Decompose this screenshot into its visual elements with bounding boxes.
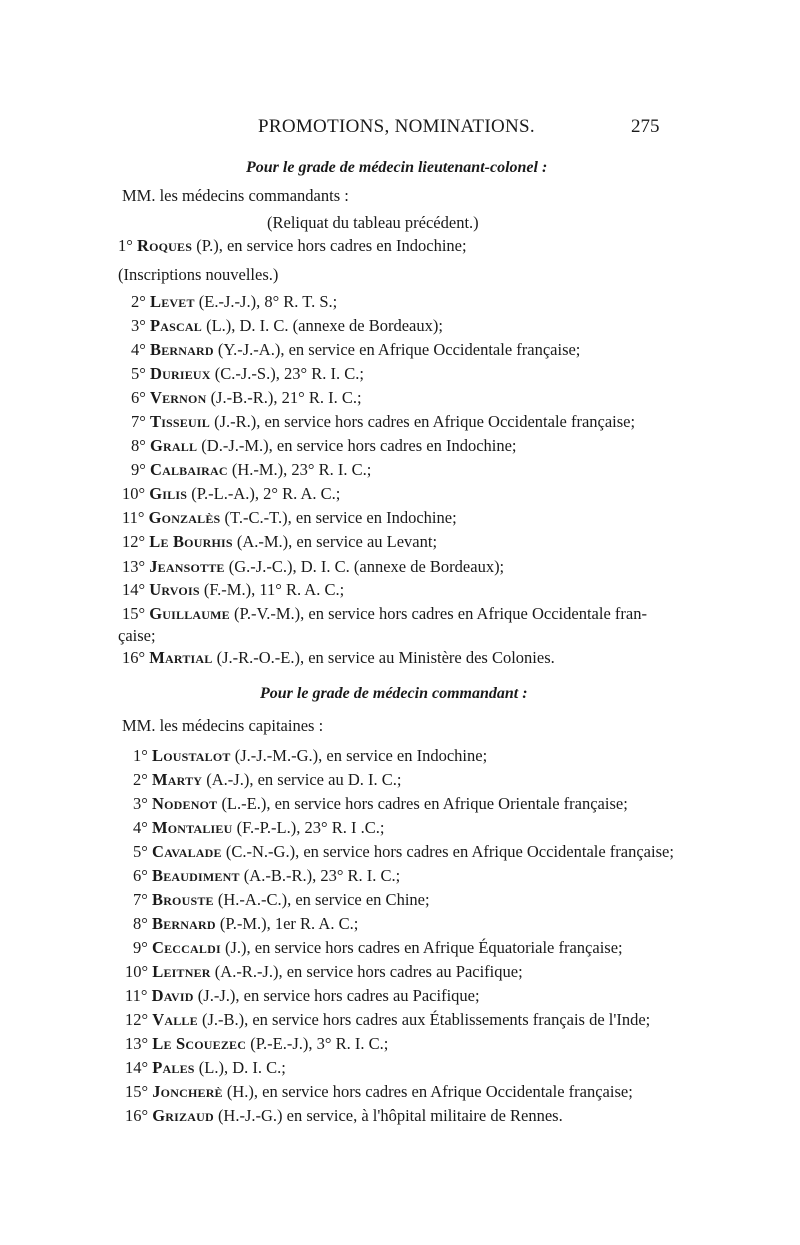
item-details: (L.-E.), en service hors cadres en Afrique Orientale française; bbox=[221, 794, 628, 813]
item-details: (L.), D. I. C.; bbox=[198, 1058, 286, 1077]
section-heading: Pour le grade de médecin lieutenant-colonel : bbox=[246, 159, 548, 176]
item-details: (E.-J.-J.), 8° R. T. S.; bbox=[198, 292, 338, 311]
page-header bbox=[0, 116, 800, 144]
list-item bbox=[133, 866, 400, 886]
item-details: (H.-J.-G.) en service, à l'hôpital militaire de Rennes. bbox=[217, 1106, 563, 1125]
item-number: 10° bbox=[122, 484, 146, 503]
person-name: Gilis bbox=[149, 484, 188, 503]
item-details: (H.-M.), 23° R. I. C.; bbox=[231, 460, 372, 479]
list-item bbox=[131, 460, 371, 480]
item-details: (A.-J.), en service au D. I. C.; bbox=[206, 770, 402, 789]
item-number: 8° bbox=[133, 914, 148, 933]
item-number: 13° bbox=[122, 557, 146, 576]
item-details: (P.), en service hors cadres en Indochine; bbox=[196, 236, 467, 255]
person-name: Tisseuil bbox=[149, 412, 210, 431]
section-note: (Reliquat du tableau précédent.) bbox=[267, 213, 479, 232]
item-details: (J.-J.-M.-G.), en service en Indochine; bbox=[234, 746, 488, 765]
person-name: Loustalot bbox=[151, 746, 231, 765]
list-item bbox=[133, 818, 384, 838]
item-number: 7° bbox=[133, 890, 148, 909]
list-item bbox=[125, 1106, 563, 1126]
list-item bbox=[131, 436, 517, 456]
item-details: (J.-J.), en service hors cadres au Pacifique; bbox=[197, 986, 480, 1005]
list-item bbox=[133, 746, 487, 766]
item-number: 7° bbox=[131, 412, 146, 431]
item-number: 12° bbox=[122, 532, 146, 551]
person-name: Martial bbox=[149, 648, 213, 667]
item-details: (H.-A.-C.), en service en Chine; bbox=[217, 890, 430, 909]
section-intro: MM. les médecins commandants : bbox=[122, 186, 349, 205]
item-details: (G.-J.-C.), D. I. C. (annexe de Bordeaux); bbox=[228, 557, 505, 576]
list-item bbox=[125, 1010, 650, 1030]
item-details: (P.-M.), 1er R. A. C.; bbox=[219, 914, 359, 933]
person-name: Grizaud bbox=[152, 1106, 214, 1125]
person-name: Levet bbox=[149, 292, 195, 311]
item-details: (J.), en service hors cadres en Afrique Équatoriale française; bbox=[224, 938, 623, 957]
item-number: 8° bbox=[131, 436, 146, 455]
item-number: 9° bbox=[131, 460, 146, 479]
page-number: 275 bbox=[631, 116, 660, 137]
item-number: 5° bbox=[131, 364, 146, 383]
item-details: (C.-N.-G.), en service hors cadres en Afrique Occidentale française; bbox=[225, 842, 674, 861]
person-name: Jeansotte bbox=[149, 557, 225, 576]
item-number: 12° bbox=[125, 1010, 149, 1029]
item-details: (L.), D. I. C. (annexe de Bordeaux); bbox=[206, 316, 443, 335]
item-number: 5° bbox=[133, 842, 148, 861]
item-details: (P.-V.-M.), en service hors cadres en Afrique Occidentale fran- bbox=[234, 604, 647, 623]
item-number: 1° bbox=[118, 236, 133, 255]
list-item bbox=[125, 1058, 286, 1078]
item-number: 4° bbox=[131, 340, 146, 359]
item-number: 3° bbox=[133, 794, 148, 813]
person-name: Leitner bbox=[152, 962, 211, 981]
person-name: Nodenot bbox=[151, 794, 218, 813]
list-item bbox=[133, 770, 401, 790]
item-number: 16° bbox=[122, 648, 146, 667]
item-number: 6° bbox=[131, 388, 146, 407]
item-number: 16° bbox=[125, 1106, 149, 1125]
list-item bbox=[131, 340, 580, 360]
list-item bbox=[118, 236, 467, 256]
item-number: 11° bbox=[125, 986, 148, 1005]
item-number: 15° bbox=[125, 1082, 149, 1101]
list-item bbox=[133, 938, 623, 958]
person-name: Brouste bbox=[151, 890, 214, 909]
item-number: 13° bbox=[125, 1034, 149, 1053]
person-name: Calbairac bbox=[149, 460, 228, 479]
list-item bbox=[131, 412, 635, 432]
item-number: 11° bbox=[122, 508, 145, 527]
person-name: Pascal bbox=[149, 316, 202, 335]
item-details: (J.-B.-R.), 21° R. I. C.; bbox=[210, 388, 362, 407]
item-details: (J.-B.), en service hors cadres aux Établissements français de l'Inde; bbox=[201, 1010, 651, 1029]
list-item bbox=[125, 1082, 633, 1102]
person-name: Joncherè bbox=[152, 1082, 223, 1101]
item-number: 14° bbox=[125, 1058, 149, 1077]
item-details: (F.-M.), 11° R. A. C.; bbox=[203, 580, 345, 599]
item-details: (A.-R.-J.), en service hors cadres au Pacifique; bbox=[214, 962, 523, 981]
item-number: 2° bbox=[131, 292, 146, 311]
list-item bbox=[122, 557, 504, 577]
subsection-label: (Inscriptions nouvelles.) bbox=[118, 265, 279, 284]
person-name: Urvois bbox=[149, 580, 200, 599]
list-item bbox=[133, 842, 674, 862]
item-number: 9° bbox=[133, 938, 148, 957]
list-item bbox=[122, 508, 457, 528]
item-details: (H.), en service hors cadres en Afrique Occidentale française; bbox=[226, 1082, 633, 1101]
item-number: 2° bbox=[133, 770, 148, 789]
list-item bbox=[131, 364, 364, 384]
item-number: 1° bbox=[133, 746, 148, 765]
person-name: Pales bbox=[152, 1058, 195, 1077]
item-details: (J.-R.-O.-E.), en service au Ministère des Colonies. bbox=[216, 648, 555, 667]
item-number: 15° bbox=[122, 604, 146, 623]
list-item bbox=[122, 604, 647, 624]
list-item bbox=[125, 1034, 388, 1054]
item-number: 6° bbox=[133, 866, 148, 885]
list-item bbox=[125, 986, 480, 1006]
list-item bbox=[125, 962, 523, 982]
line-continuation: çaise; bbox=[118, 626, 156, 645]
person-name: Beaudiment bbox=[151, 866, 240, 885]
list-item bbox=[122, 580, 344, 600]
person-name: Montalieu bbox=[151, 818, 233, 837]
item-number: 4° bbox=[133, 818, 148, 837]
person-name: Bernard bbox=[151, 914, 216, 933]
item-details: (A.-M.), en service au Levant; bbox=[236, 532, 438, 551]
item-number: 14° bbox=[122, 580, 146, 599]
list-item bbox=[131, 316, 443, 336]
section-intro: MM. les médecins capitaines : bbox=[122, 716, 324, 735]
item-details: (C.-J.-S.), 23° R. I. C.; bbox=[214, 364, 364, 383]
list-item bbox=[122, 484, 340, 504]
item-details: (P.-L.-A.), 2° R. A. C.; bbox=[191, 484, 341, 503]
section-heading: Pour le grade de médecin commandant : bbox=[260, 685, 528, 702]
person-name: Valle bbox=[152, 1010, 198, 1029]
person-name: David bbox=[151, 986, 194, 1005]
running-title: PROMOTIONS, NOMINATIONS. bbox=[258, 116, 535, 137]
item-number: 3° bbox=[131, 316, 146, 335]
person-name: Vernon bbox=[149, 388, 207, 407]
item-details: (Y.-J.-A.), en service en Afrique Occidentale française; bbox=[217, 340, 581, 359]
item-details: (P.-E.-J.), 3° R. I. C.; bbox=[250, 1034, 389, 1053]
item-details: (A.-B.-R.), 23° R. I. C.; bbox=[243, 866, 401, 885]
list-item bbox=[133, 914, 358, 934]
person-name: Ceccaldi bbox=[151, 938, 221, 957]
person-name: Bernard bbox=[149, 340, 214, 359]
item-details: (F.-P.-L.), 23° R. I .C.; bbox=[236, 818, 385, 837]
person-name: Durieux bbox=[149, 364, 211, 383]
list-item bbox=[131, 388, 362, 408]
list-item bbox=[131, 292, 337, 312]
item-details: (J.-R.), en service hors cadres en Afrique Occidentale française; bbox=[214, 412, 636, 431]
person-name: Le Bourhis bbox=[149, 532, 233, 551]
item-details: (T.-C.-T.), en service en Indochine; bbox=[224, 508, 457, 527]
list-item bbox=[133, 890, 430, 910]
item-number: 10° bbox=[125, 962, 149, 981]
person-name: Marty bbox=[151, 770, 203, 789]
person-name: Cavalade bbox=[151, 842, 222, 861]
person-name: Gonzalès bbox=[148, 508, 221, 527]
person-name: Le Scouezec bbox=[152, 1034, 247, 1053]
list-item bbox=[122, 532, 437, 552]
person-name: Roques bbox=[136, 236, 193, 255]
list-item bbox=[133, 794, 628, 814]
person-name: Guillaume bbox=[149, 604, 230, 623]
item-details: (D.-J.-M.), en service hors cadres en Indochine; bbox=[201, 436, 517, 455]
list-item bbox=[122, 648, 555, 668]
person-name: Grall bbox=[149, 436, 198, 455]
